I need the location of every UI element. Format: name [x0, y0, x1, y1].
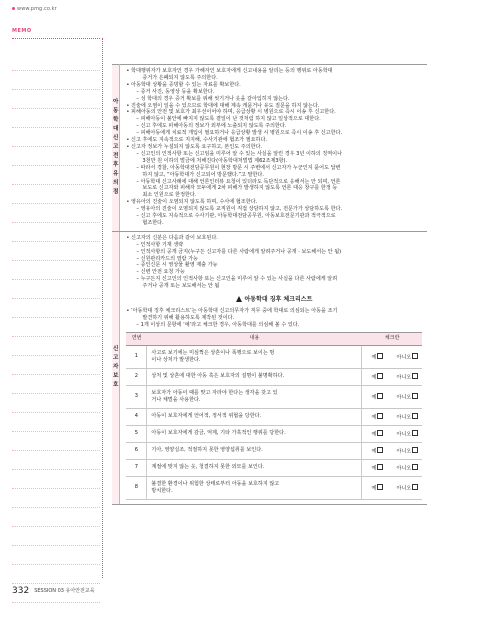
item-content-line: 아동이 보호자에게 언어적, 정서적 위협을 당한다.: [151, 413, 262, 420]
bullet-item: • 영유아의 진술이 오염되지 않도록 하며, 수사에 협조한다.: [126, 199, 258, 206]
check-no: [392, 476, 422, 499]
dash-item: – 신원관리카드의 열람 가능: [136, 255, 198, 262]
checklist-row: [126, 476, 422, 499]
label-line: 신고 전후: [113, 135, 119, 169]
col-header-content: 내용: [147, 332, 362, 345]
memo-line: [12, 470, 100, 489]
guideline-table: [112, 64, 427, 505]
checkbox-no[interactable]: [412, 393, 418, 399]
continuation-line: 증거가 은폐되지 않도록 주의한다.: [142, 74, 218, 81]
checklist-row: [126, 459, 422, 476]
memo-line: [12, 185, 100, 204]
checkbox-no[interactable]: [412, 373, 418, 379]
memo-line: [12, 147, 100, 166]
dash-item: – 피해아동에게 치료적 개입이 필요하거나 응급상황 발생 시 병원으로 즉시 이송 후 신고한다.: [136, 130, 343, 137]
item-content-line: 거나 체벌을 사용한다.: [151, 396, 201, 403]
dash-item: – 성 학대의 경우 증거 확보를 위해 씻기거나 옷을 갈아입히지 않는다.: [136, 95, 290, 102]
check-yes-label: 예: [371, 431, 377, 438]
bullet-item: • ‘아동학대 징후 체크리스트’는 아동학대 신고의무자가 직무 중에 학대로 의심되는 아동을 조기: [126, 308, 338, 314]
warning-triangle-icon: [236, 296, 242, 302]
checkbox-yes[interactable]: [377, 373, 383, 379]
bullet-item: • 진술에 오염이 일을 수 있으므로 학대에 대해 계속 캐묻거나 유도 질문을 하지 않는다.: [126, 102, 320, 109]
item-content-line: 계절에 맞지 않는 옷, 청결하지 못한 외모를 보인다.: [151, 464, 265, 471]
dash-item: – 영유아의 진술이 오염되지 않도록 교직원이 직접 상담하지 않고, 전문가가 상담하도록 한다.: [136, 206, 343, 213]
item-number: 7: [126, 459, 147, 476]
protection-list: [126, 235, 422, 290]
memo-line: [12, 451, 100, 470]
page-number: 332: [12, 586, 30, 596]
check-no-label: 아니오: [396, 394, 412, 401]
row-label-report-precautions: [112, 65, 120, 232]
dash-item: – 누구든지 신고인의 인적사항 또는 신고인을 미루어 알 수 있는 사실을 다른 사람에게 알려: [136, 276, 338, 283]
memo-line: [12, 375, 100, 394]
memo-column-rule: [102, 38, 103, 578]
checkbox-yes[interactable]: [377, 464, 383, 470]
memo-line: [12, 489, 100, 508]
checkbox-no[interactable]: [412, 464, 418, 470]
checkbox-no[interactable]: [412, 484, 418, 490]
checklist-row: [126, 425, 422, 442]
dash-item: – 인적사항 기재 생략: [136, 241, 184, 248]
checklist-row: [126, 345, 422, 368]
label-line: 아동학대: [113, 99, 119, 133]
memo-line: [12, 166, 100, 185]
memo-line: [12, 261, 100, 280]
checkbox-yes[interactable]: [377, 484, 383, 490]
item-content-line: 기아, 영양실조, 적절하지 못한 영양섭취를 보인다.: [151, 447, 263, 454]
memo-line: [12, 242, 100, 261]
check-yes-label: 예: [371, 394, 377, 401]
checkbox-no[interactable]: [412, 413, 418, 419]
check-yes-label: 예: [371, 354, 377, 361]
check-no: [392, 385, 422, 408]
memo-line: [12, 527, 100, 546]
memo-line: [12, 356, 100, 375]
continuation-line: 주거나 공개 또는 보도해서는 안 됨: [142, 283, 220, 290]
col-header-num: 연번: [126, 332, 147, 345]
row-reporter-protection: [112, 231, 427, 504]
memo-line: [12, 204, 100, 223]
dash-item: – 따라서 경찰, 아동학대전담공무원이 현장 방문 시 주변에서 신고자가 누군인지 묻어도 답변: [136, 164, 341, 171]
dash-item: – 인적사항의 공개 금지(누구든 신고자를 다른 사람에게 알려주거나 공개 · 보도해서는 안 됨): [136, 248, 342, 255]
memo-line: [12, 280, 100, 299]
check-yes-label: 예: [371, 465, 377, 472]
page-footer: [12, 586, 95, 596]
checklist-title-text: 아동학대 징후 체크리스트: [244, 296, 313, 304]
check-no: [392, 368, 422, 385]
memo-line: [12, 299, 100, 318]
continuation-line: 하지 않고, “아동학대가 신고되어 방문했다.”고 말한다.: [142, 171, 264, 178]
memo-line: [12, 128, 100, 147]
item-number: 4: [126, 408, 147, 425]
check-no-label: 아니오: [396, 354, 412, 361]
memo-line: [12, 432, 100, 451]
bullet-item: • 학대행위자가 보호자인 경우 가해자인 보호자에게 신고내용을 알리는 등의 행위로 아동학대: [126, 68, 333, 74]
continuation-line: 발견하기 위해 활용하도록 제작된 것이다.: [142, 314, 235, 321]
item-content-line: 사고로 보기에는 미심쩍은 상흔이나 폭행으로 보이는 멍: [151, 350, 275, 357]
bullet-dot-icon: [12, 7, 15, 10]
memo-line: [12, 90, 100, 109]
continuation-line: 최소 인원으로 한정한다.: [142, 192, 197, 199]
item-content-line: 이나 상처가 발생한다.: [151, 356, 201, 363]
dash-item: – 신변 안전 요청 가능: [136, 269, 185, 276]
memo-label: MEMO: [12, 28, 32, 34]
memo-line: [12, 52, 100, 71]
col-header-check: 체크란: [362, 332, 423, 345]
checklist-row: [126, 442, 422, 459]
check-no-label: 아니오: [396, 374, 412, 381]
check-no-label: 아니오: [396, 414, 412, 421]
memo-divider: [12, 38, 100, 39]
dash-item: – 신고인의 인적사항 또는 신고임을 미루어 알 수 있는 사실을 알린 경우 3년 이하의 징역이나: [136, 150, 343, 157]
row-report-precautions: [112, 65, 427, 232]
item-content: [147, 385, 362, 408]
checkbox-no[interactable]: [412, 447, 418, 453]
bullet-item: • 신고자 정보가 누설되지 않도록 요구하고, 본인도 주의한다.: [126, 143, 263, 150]
memo-line: [12, 394, 100, 413]
item-number: 8: [126, 476, 147, 499]
checklist-row: [126, 408, 422, 425]
memo-line: [12, 413, 100, 432]
check-yes-label: 예: [371, 485, 377, 492]
site-url: [12, 6, 57, 12]
row-label-reporter-protection: [112, 231, 120, 504]
check-no: [392, 425, 422, 442]
dash-item: – 신고 후에도 피해아동의 정보가 외부에 노출되지 않도록 주의한다.: [136, 123, 287, 130]
check-no-label: 아니오: [396, 448, 412, 455]
item-content: [147, 425, 362, 442]
checkbox-yes[interactable]: [377, 393, 383, 399]
item-content-line: 아동이 보호자에게 감금, 억제, 기타 가혹적인 행위를 당한다.: [151, 430, 286, 437]
memo-line: [12, 508, 100, 527]
checklist-intro: [126, 308, 422, 329]
item-number: 5: [126, 425, 147, 442]
site-url-text: www.pmg.co.kr: [17, 6, 57, 12]
check-yes-label: 예: [371, 448, 377, 455]
check-no-label: 아니오: [396, 431, 412, 438]
item-content: [147, 442, 362, 459]
checkbox-no[interactable]: [412, 353, 418, 359]
checklist-title: [126, 296, 422, 304]
dash-item: – 아동학대 신고사례에 대해 언론인터뷰 요청이 있더라도 독단적으로 응해서는 안 되며, 언론: [136, 178, 341, 185]
check-yes-label: 예: [371, 374, 377, 381]
session-title: SESSION 03 유아안전교육: [34, 588, 95, 594]
checkbox-yes[interactable]: [377, 353, 383, 359]
memo-writing-lines: [12, 52, 100, 603]
item-content-line: 방치한다.: [151, 487, 173, 494]
check-no: [392, 408, 422, 425]
check-yes: [362, 345, 393, 368]
checkbox-yes[interactable]: [377, 447, 383, 453]
continuation-line: 협조한다.: [142, 219, 164, 226]
bullet-item: • 신고자의 신분은 다음과 같이 보호된다.: [126, 234, 218, 241]
label-line: 유의점: [113, 171, 119, 196]
checkbox-no[interactable]: [412, 430, 418, 436]
item-number: 6: [126, 442, 147, 459]
item-content: [147, 459, 362, 476]
item-content-line: 상처 및 상흔에 대한 아동 혹은 보호자의 설명이 불명확하다.: [151, 373, 285, 380]
dash-item: – 피해아동이 불안에 빠지지 않도록 곁일이 난 것처럼 하지 않고 일상적으로 대한다.: [136, 116, 321, 123]
checklist-table: [126, 332, 422, 500]
dash-item: – 증인신문 시 영상물 촬영 제출 가능: [136, 262, 218, 269]
memo-line: [12, 318, 100, 337]
checklist-row: [126, 368, 422, 385]
content-area: [112, 64, 424, 505]
check-no: [392, 459, 422, 476]
item-content: [147, 345, 362, 368]
dash-item: – 신고 후에도 지속적으로 수사기관, 아동학대전담공무원, 아동보호전문기관과 적극적으로: [136, 213, 336, 220]
check-yes: [362, 459, 393, 476]
row-body-reporter-protection: [120, 231, 428, 504]
continuation-line: 보도로 신고자와 피해자 모두에게 2차 피해가 발생하지 않도록 언론 대응 창구를 한정 등: [142, 185, 338, 192]
checkbox-yes[interactable]: [377, 413, 383, 419]
check-yes: [362, 476, 393, 499]
memo-line: [12, 109, 100, 128]
check-no-label: 아니오: [396, 485, 412, 492]
continuation-line: 3천만 원 이하의 벌금에 처해진다(아동학대처벌법 제62조제3항).: [142, 157, 288, 164]
item-content-line: 보호자가 아동이 때를 맞고 자라야 한다는 생각을 갖고 있: [151, 390, 278, 397]
item-content: [147, 408, 362, 425]
check-yes: [362, 368, 393, 385]
memo-line: [12, 546, 100, 565]
item-number: 3: [126, 385, 147, 408]
check-no: [392, 442, 422, 459]
bullet-item: • 피해아동의 안전 및 보호가 최우선이어야 하며, 응급상황 시 병원으로 즉시 이송 후 신고한다.: [126, 109, 336, 116]
row-body-report-precautions: [120, 65, 428, 232]
check-yes: [362, 425, 393, 442]
label-line: 신고자 보호: [113, 346, 119, 389]
check-no-label: 아니오: [396, 465, 412, 472]
bullet-item: • 신고 후에도 지속적으로 지지해, 수사기관에 협조가 필요하다.: [126, 137, 267, 144]
item-content-line: 불결한 환경이나 위험한 상태로부터 아동을 보호하지 않고: [151, 481, 280, 488]
memo-line: [12, 71, 100, 90]
memo-line: [12, 223, 100, 242]
checkbox-yes[interactable]: [377, 430, 383, 436]
check-no: [392, 345, 422, 368]
check-yes: [362, 442, 393, 459]
item-content: [147, 368, 362, 385]
check-yes-label: 예: [371, 414, 377, 421]
memo-line: [12, 565, 100, 584]
dash-item: – 1개 이상의 문항에 ‘예’라고 체크한 경우, 아동학대를 의심해 볼 수 있다.: [136, 321, 300, 328]
item-number: 2: [126, 368, 147, 385]
bullet-item: • 아동학대 상황을 증빙할 수 있는 자료를 확보한다.: [126, 81, 241, 88]
memo-line: [12, 337, 100, 356]
check-yes: [362, 408, 393, 425]
dash-item: – 증거 사진, 동영상 등을 확보한다.: [136, 88, 215, 95]
checklist-row: [126, 385, 422, 408]
item-content: [147, 476, 362, 499]
item-number: 1: [126, 345, 147, 368]
check-yes: [362, 385, 393, 408]
